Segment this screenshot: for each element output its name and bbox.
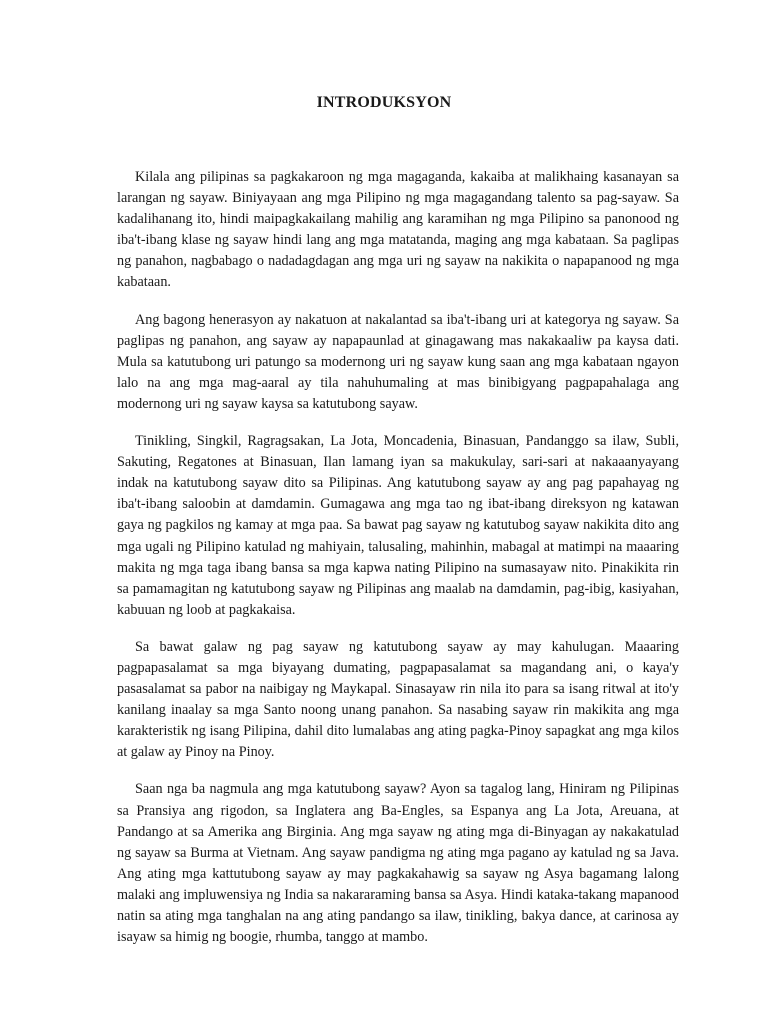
paragraph: Sa bawat galaw ng pag sayaw ng katutubong sayaw ay may kahulugan. Maaaring pagpapasalamat sa mga biyayang dumating, pagpapasalamat sa magandang ani, o kaya'y pasasalamat sa pabor na naibigay ng Maykapal. Sinasayaw rin nila ito para sa isang ritwal at ito'y kanilang inaalay sa mga Santo noong unang panahon. Sa nasabing sayaw rin makikita ang mga karakteristik ng isang Pilipina, dahil dito lumalabas ang ating pagka-Pinoy sapagkat ang mga kilos at galaw ay Pinoy na Pinoy. xyxy=(117,638,679,761)
document-title: INTRODUKSYON xyxy=(316,94,452,111)
paragraph: Saan nga ba nagmula ang mga katutubong sayaw? Ayon sa tagalog lang, Hiniram ng Pilipinas sa Pransiya ang rigodon, sa Inglatera ang Ba-Engles, sa Espanya ang La Jota, Areuana, at Pandango at sa Amerika ang Birginia. Ang mga sayaw ng ating mga di-Binyagan ay nakakatulad ng sayaw sa Burma at Vietnam. Ang sayaw pandigma ng ating mga pagano ay katulad ng sa Java. Ang ating mga kattutubong sayaw ay may pagkakahawig sa sayaw ng Asya bagamang lalong malaki ang impluwensiya ng India sa nakararaming bansa sa Asya. Hindi kataka-takang mapanood natin sa ating mga tanghalan na ang ating pandango sa ilaw, tinikling, bakya dance, at carinosa ay isayaw sa himig ng boogie, rhumba, tanggo at mambo. xyxy=(117,781,679,946)
paragraph: Tinikling, Singkil, Ragragsakan, La Jota, Moncadenia, Binasuan, Pandanggo sa ilaw, Subli, Sakuting, Regatones at Binasuan, Ilan lamang iyan sa makukulay, sari-sari at nakaaanyayang indak na katutubong sayaw dito sa Pilipinas. Ang katutubong sayaw ay ang pag papahayag ng iba't-ibang saloobin at damdamin. Gumagawa ang mga tao ng ibat-ibang direksyon ng katawan gaya ng pagkilos ng kamay at mga paa. Sa bawat pag sayaw ng katutubog sayaw nakikita dito ang mga ugali ng Pilipino katulad ng mahiyain, talusaling, mahinhin, mabagal at matimpi na maaaring makita ng mga taga ibang bansa sa mga kapwa nating Pilipino na sumasayaw nito. Pinakikita rin sa pamamagitan ng katutubong sayaw ng Pilipinas ang maalab na damdamin, pag-ibig, kasiyahan, kabuuan ng loob at pagkakaisa. xyxy=(117,433,679,618)
paragraph: Ang bagong henerasyon ay nakatuon at nakalantad sa iba't-ibang uri at kategorya ng sayaw. Sa paglipas ng panahon, ang sayaw ay napapaunlad at ginagawang mas nakakaaliw pa kaysa dati. Mula sa katutubong uri patungo sa modernong uri ng sayaw kung saan ang mga kabataan ngayon lalo na ang mga mag-aaral ay tila nahuhumaling at mas binibigyang pagpapahalaga ang modernong uri ng sayaw kaysa sa katutubong sayaw. xyxy=(117,311,679,412)
document-body xyxy=(117,167,679,964)
paragraph: Kilala ang pilipinas sa pagkakaroon ng mga magaganda, kakaiba at malikhaing kasanayan sa larangan ng sayaw. Biniyayaan ang mga Pilipino ng mga magagandang talento sa pag-sayaw. Sa kadalihanang ito, hindi maipagkakailang mahilig ang karamihan ng mga Pilipino sa panonood ng iba't-ibang klase ng sayaw hindi lang ang mga matatanda, maging ang mga kabataan. Sa paglipas ng panahon, nagbabago o nadadagdagan ang mga uri ng sayaw na nakikita o napapanood ng mga kabataan. xyxy=(117,169,679,291)
